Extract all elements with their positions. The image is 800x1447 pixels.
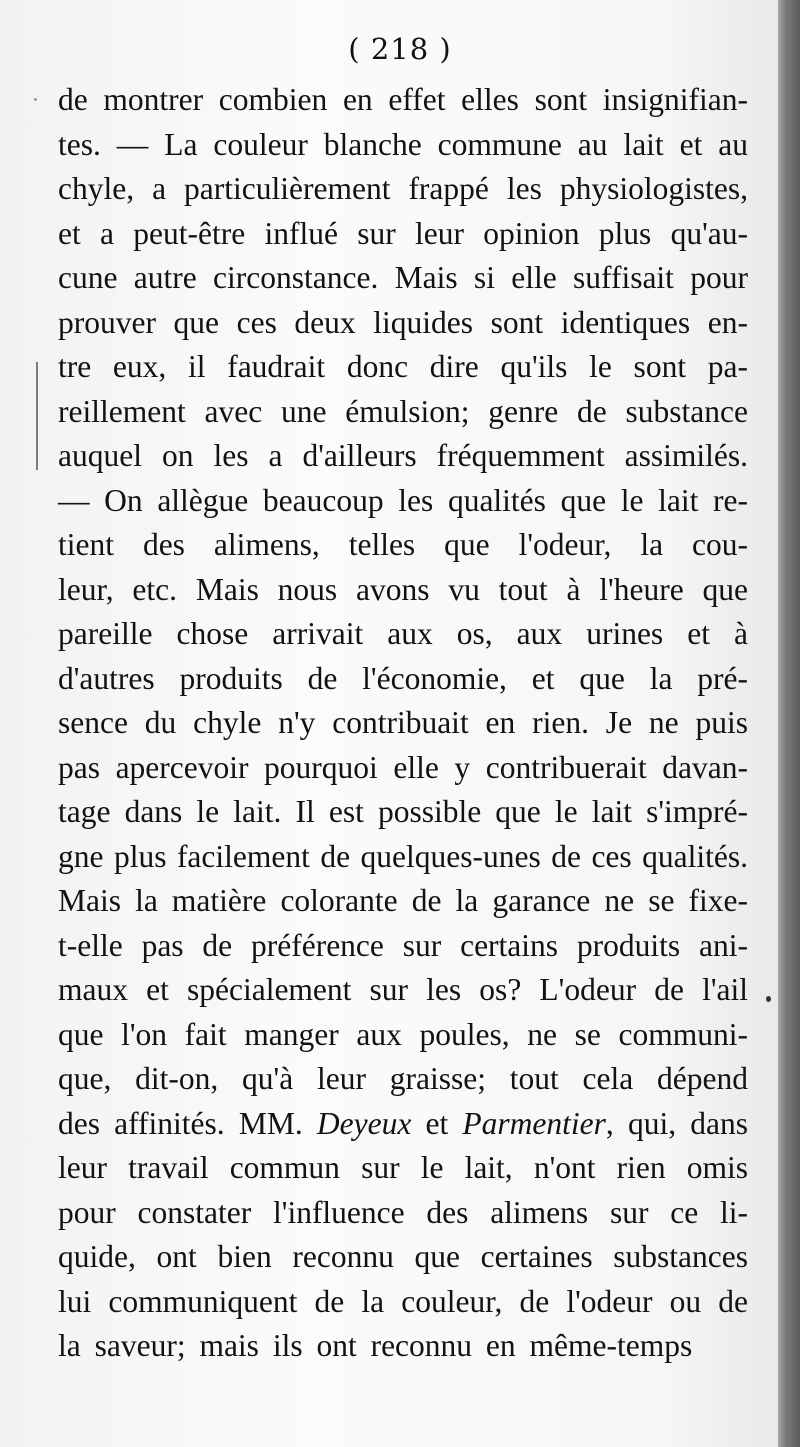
margin-mark (36, 362, 38, 470)
text-line: auquel on les a d'ailleurs fréquemment assimilés. (58, 438, 748, 473)
text-line: leur travail commun sur le lait, n'ont rien omis (58, 1150, 748, 1185)
text-line: — On allègue beaucoup les qualités que le lait re- (58, 482, 748, 518)
ink-spot (766, 996, 771, 1002)
text-line: t-elle pas de préférence sur certains produits ani- (58, 927, 748, 963)
text-fragment: des affinités. MM. (58, 1105, 317, 1141)
text-line: et a peut-être influé sur leur opinion plus qu'au- (58, 215, 748, 251)
text-line: maux et spécialement sur les os? L'odeur de l'ail (58, 972, 748, 1007)
ink-spot (34, 98, 37, 101)
text-fragment: , qui, dans (605, 1105, 748, 1141)
text-line: d'autres produits de l'économie, et que la pré- (58, 660, 748, 696)
text-line: pour constater l'influence des alimens sur ce li- (58, 1194, 748, 1230)
page-number: ( 218 ) (348, 32, 452, 66)
text-line: pas apercevoir pourquoi elle y contribuerait davan- (58, 749, 748, 785)
text-line: que, dit-on, qu'à leur graisse; tout cela dépend (58, 1061, 748, 1096)
text-line: que l'on fait manger aux poules, ne se communi- (58, 1016, 748, 1052)
text-line: leur, etc. Mais nous avons vu tout à l'heure que (58, 571, 748, 607)
text-line: reillement avec une émulsion; genre de substance (58, 393, 748, 429)
text-line: tes. — La couleur blanche commune au lait et au (58, 126, 748, 162)
text-line: Mais la matière colorante de la garance ne se fixe- (58, 883, 748, 918)
text-line: gne plus facilement de quelques-unes de ces qualités. (58, 838, 748, 874)
text-line: lui communiquent de la couleur, de l'odeur ou de (58, 1283, 748, 1319)
text-line: tient des alimens, telles que l'odeur, la cou- (58, 527, 748, 562)
text-line-with-names (58, 1102, 748, 1147)
text-line: la saveur; mais ils ont reconnu en même-temps (58, 1328, 693, 1363)
text-fragment: et (411, 1105, 463, 1141)
page-edge-shadow (778, 0, 800, 1447)
author-name: Deyeux (316, 1105, 412, 1141)
text-line: quide, ont bien reconnu que certaines substances (58, 1239, 748, 1274)
text-line: pareille chose arrivait aux os, aux urines et à (58, 616, 748, 651)
text-line: prouver que ces deux liquides sont identiques en- (58, 304, 748, 340)
text-line: de montrer combien en effet elles sont insignifian- (58, 82, 748, 117)
text-line: tre eux, il faudrait donc dire qu'ils le sont pa- (58, 349, 748, 384)
text-line: tage dans le lait. Il est possible que le lait s'impré- (58, 794, 748, 829)
author-name: Parmentier (462, 1105, 606, 1141)
text-line: sence du chyle n'y contribuait en rien. Je ne puis (58, 705, 748, 740)
body-text (58, 78, 748, 1369)
text-line: chyle, a particulièrement frappé les physiologistes, (58, 171, 748, 206)
text-line: cune autre circonstance. Mais si elle suffisait pour (58, 260, 748, 295)
